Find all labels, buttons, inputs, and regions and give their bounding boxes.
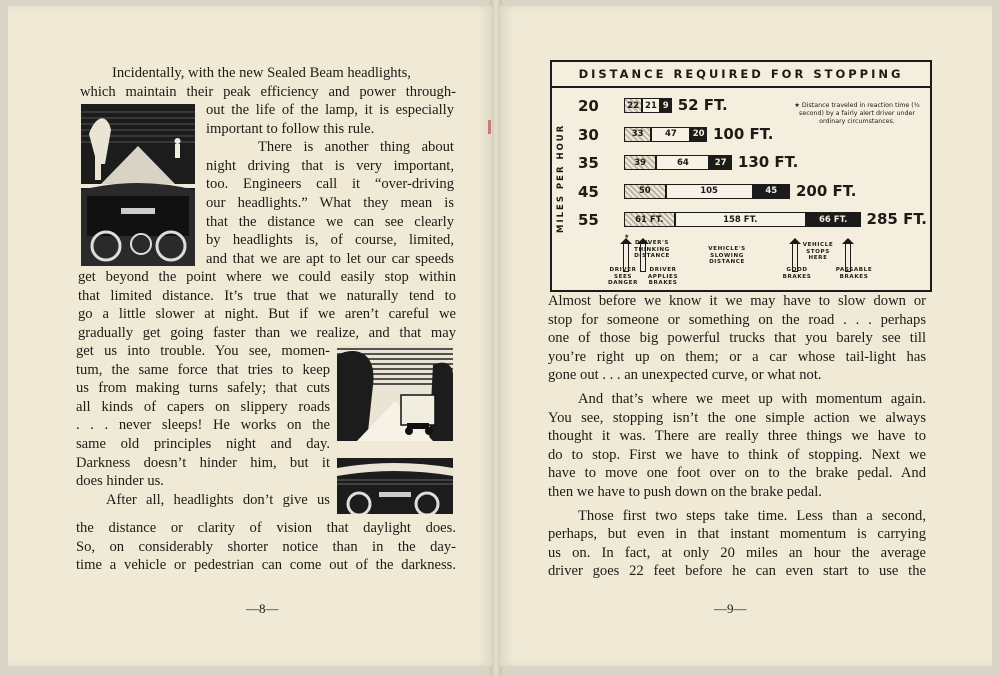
total-distance-label: 100 FT. [713,124,774,143]
left-text-block-4 [76,342,330,509]
text-line: There is another thing about [258,139,454,156]
page-number-left: —8— [246,601,279,616]
text-line: time a vehicle or pedestrian can come out of the darkness. [76,557,456,574]
text-line: Almost before we know it we may have to slow down or [548,293,926,309]
total-distance-label: 130 FT. [737,153,799,171]
text-line: gradually get going faster than we realize, and that may [78,324,456,341]
text-line: which maintain their peak efficiency and power through- [80,83,456,100]
bar-think: 61 FT. [624,212,675,227]
chart-title: DISTANCE REQUIRED FOR STOPPING [552,62,930,88]
text-line: thought it was. There are really three things we have to [548,428,926,445]
text-line: the distance or clarity of vision that daylight does. [76,520,456,536]
text-line: us on. In fact, at only 20 miles an hour the average [548,544,926,561]
text-line: After all, headlights don’t give us [106,491,330,508]
text-line: stop for someone or something on the road . . . perhaps [548,311,926,328]
chart-footer-label: DRIVER SEES DANGER [608,267,638,286]
right-text-block [548,292,926,581]
text-line: do to stop. First we have to think of stopping. Next we [548,446,926,463]
text-line: And that’s where we meet up with momentum again. [578,390,926,407]
text-line: Incidentally, with the new Sealed Beam headlights, [112,65,411,81]
text-line: and that we are apt to let our car speeds [206,250,454,267]
bar-think: 22 [624,98,642,113]
text-line: one of those big powerful trucks that you barely see till [548,330,926,347]
chart-footer-label: PASSABLE BRAKES [835,267,873,280]
text-line: have to move one foot over on to the brake pedal. And [548,465,926,482]
bar-think: 33 [624,127,651,142]
text-line: our headlights.” What they mean is [206,194,454,211]
text-line: out the life of the lamp, it is especially [206,102,454,118]
text-line: perhaps, but even in that instant momentum is carrying [548,526,926,543]
bar-brake: 45 [753,184,790,199]
bar-apply: 158 FT. [675,212,806,227]
truck-on-road-illustration [337,345,453,441]
left-text-block-1 [80,64,456,101]
text-line: So, on considerably shorter notice than in the day- [76,538,456,555]
text-line: tum, the same force that tries to keep [76,361,330,378]
y-axis-label: MILES PER HOUR [556,123,566,233]
bar-think: 50 [624,184,666,199]
text-line: Darkness doesn’t hinder him, but it [76,454,330,471]
binding-mark [488,120,491,134]
reaction-time-note: ★ Distance traveled in reaction time (¾ second) by a fairly alert driver under ordinary circumstances. [794,102,920,125]
text-line: us from making turns safely; that cuts [76,380,330,397]
bar-brake: 27 [709,155,731,170]
chart-footer-label: ★ [624,234,630,240]
bar-apply: 64 [656,155,709,170]
total-distance-label: 200 FT. [796,181,857,200]
bar-brake: 9 [660,98,672,113]
text-line: get beyond the point where we could easily stop within [78,269,456,285]
chart-footer-label: VEHICLE STOPS HERE [802,242,834,261]
bar-think: 39 [624,155,656,170]
text-line: important to follow this rule. [206,120,375,137]
text-line: does hinder us. [76,473,164,490]
text-line: then we have to push down on the brake pedal. [548,483,822,500]
speed-label: 45 [578,182,599,201]
chart-footer-label: GOOD BRAKES [782,267,812,280]
text-line: that the distance we can see clearly [206,213,454,230]
text-line: gone out . . . an unexpected curve, or what not. [548,367,822,384]
night-driving-illustration [81,104,195,266]
chart-footer-label: DRIVER APPLIES BRAKES [647,267,679,286]
speed-label: 30 [578,125,599,144]
car-interior-illustration [337,458,453,514]
left-text-block-3 [78,268,456,342]
text-line: . . . never sleeps! He works on the [76,417,330,434]
left-text-block-5 [76,519,456,575]
total-distance-label: 52 FT. [677,96,728,114]
text-line: go a little slower at night. But if we aren’t careful we [78,306,456,323]
bar-apply: 47 [651,127,690,142]
bar-apply: 21 [642,98,659,113]
stopping-distance-chart [550,60,932,292]
text-line: Those first two steps take time. Less than a second, [578,507,926,524]
chart-footer-label: DRIVER'S THINKING DISTANCE [634,240,670,259]
bar-apply: 105 [666,184,753,199]
chart-footer-label: VEHICLE'S SLOWING DISTANCE [708,246,746,265]
bar-brake: 66 FT. [806,212,861,227]
page-number-right: —9— [714,601,747,616]
text-line: by headlights is, of course, limited, [206,232,454,249]
text-line: get us into trouble. You see, momen- [76,343,330,359]
left-text-block-2 [206,101,454,268]
text-line: that limited distance. It’s true that we naturally tend to [78,287,456,304]
text-line: driver goes 22 feet before he can even start to use the [548,563,926,580]
text-line: same old principles night and day. [76,435,330,452]
speed-label: 55 [578,211,599,229]
text-line: night driving that is very important, [206,157,454,174]
speed-label: 35 [578,154,599,172]
speed-label: 20 [578,97,599,115]
text-line: you’re right up on them; or a car whose tail-light has [548,348,926,365]
text-line: all kinds of capers on slippery roads [76,398,330,415]
bar-brake: 20 [690,127,707,142]
text-line: too. Engineers call it “over-driving [206,176,454,193]
text-line: You see, stopping isn’t the one simple action we always [548,409,926,426]
total-distance-label: 285 FT. [866,210,927,228]
